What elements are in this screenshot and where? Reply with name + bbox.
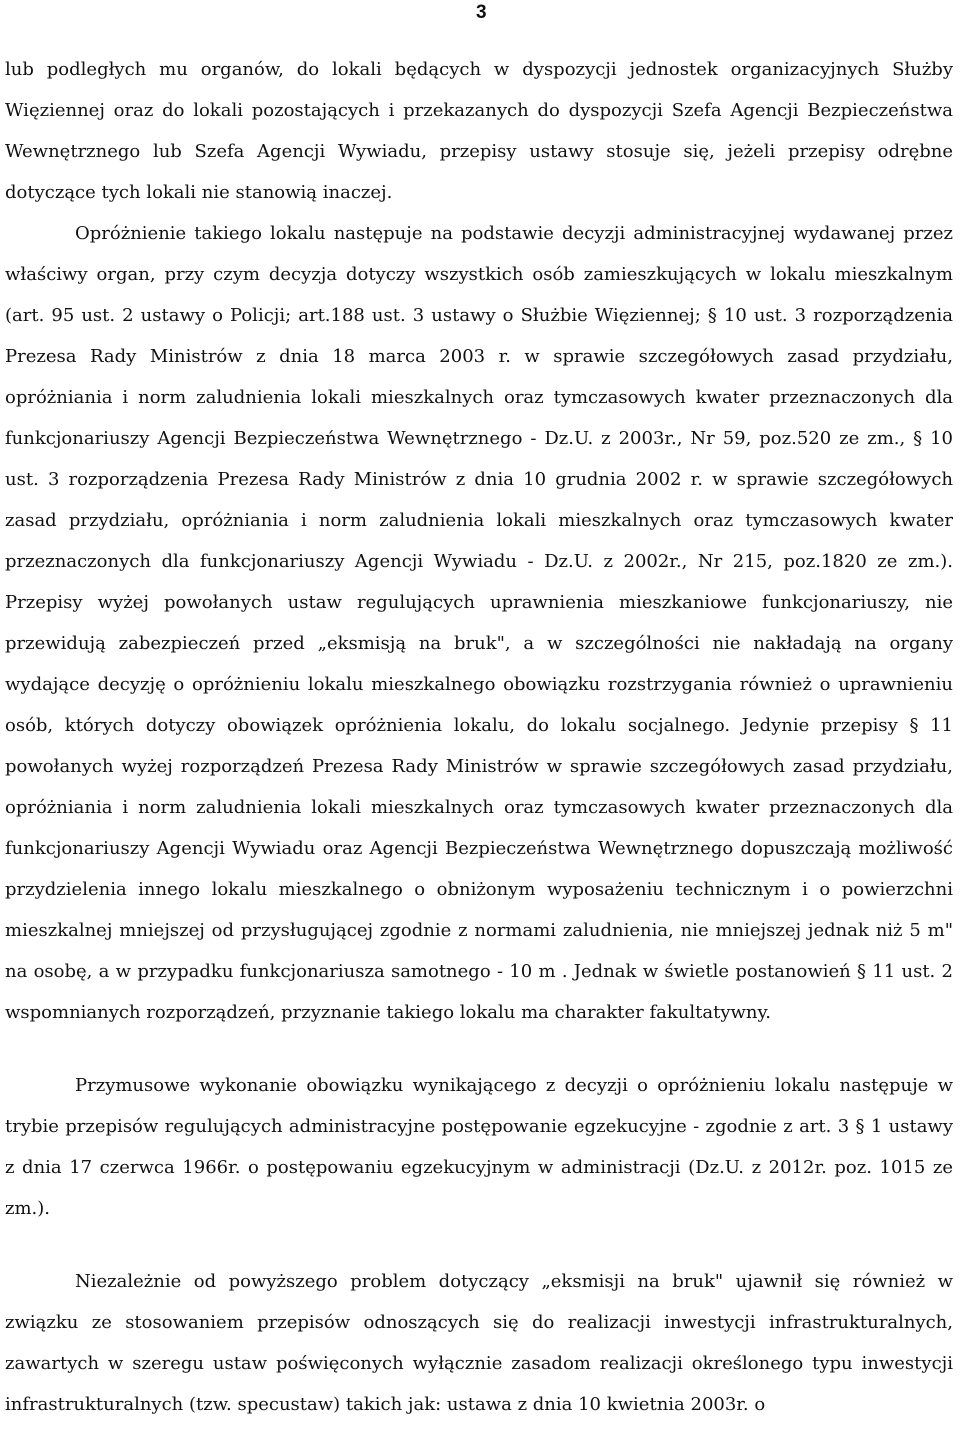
paragraph-enforcement: Przymusowe wykonanie obowiązku wynikającego z decyzji o opróżnieniu lokalu następuje w trybie przepisów regulujących administracyjne postępowanie egzekucyjne - zgodnie z art. 3 § 1 ustawy z dnia 17 czerwca 1966r. o postępowaniu egzekucyjnym w administracji (Dz.U. z 2012r. poz. 1015 ze zm.). [5, 1075, 953, 1219]
paragraph-infrastructure: Niezależnie od powyższego problem dotyczący „eksmisji na bruk" ujawnił się również w związku ze stosowaniem przepisów odnoszących się do realizacji inwestycji infrastrukturalnych, zawartych w szeregu ustaw poświęconych wyłącznie zasadom realizacji określonego typu inwestycji infrastrukturalnych (tzw. specustaw) takich jak: ustawa z dnia 10 kwietnia 2003r. o [5, 1271, 953, 1415]
page-number: 3 [476, 2, 487, 23]
paragraph-intro: lub podległych mu organów, do lokali będących w dyspozycji jednostek organizacyjnych Służby Więziennej oraz do lokali pozostających i przekazanych do dyspozycji Szefa Agencji Bezpieczeństwa Wewnętrznego lub Szefa Agencji Wywiadu, przepisy ustawy stosuje się, jeżeli przepisy odrębne dotyczące tych lokali nie stanowią inaczej. [5, 59, 953, 203]
body-text [5, 49, 953, 1425]
paragraph-decision: Opróżnienie takiego lokalu następuje na podstawie decyzji administracyjnej wydawanej przez właściwy organ, przy czym decyzja dotyczy wszystkich osób zamieszkujących w lokalu mieszkalnym (art. 95 ust. 2 ustawy o Policji; art.188 ust. 3 ustawy o Służbie Więziennej; § 10 ust. 3 rozporządzenia Prezesa Rady Ministrów z dnia 18 marca 2003 r. w sprawie szczegółowych zasad przydziału, opróżniania i norm zaludnienia lokali mieszkalnych oraz tymczasowych kwater przeznaczonych dla funkcjonariuszy Agencji Bezpieczeństwa Wewnętrznego - Dz.U. z 2003r., Nr 59, poz.520 ze zm., § 10 ust. 3 rozporządzenia Prezesa Rady Ministrów z dnia 10 grudnia 2002 r. w sprawie szczegółowych zasad przydziału, opróżniania i norm zaludnienia lokali mieszkalnych oraz tymczasowych kwater przeznaczonych dla funkcjonariuszy Agencji Wywiadu - Dz.U. z 2002r., Nr 215, poz.1820 ze zm.). Przepisy wyżej powołanych ustaw regulujących uprawnienia mieszkaniowe funkcjonariuszy, nie przewidują zabezpieczeń przed „eksmisją na bruk", a w szczególności nie nakładają na organy wydające decyzję o opróżnieniu lokalu mieszkalnego obowiązku rozstrzygania również o uprawnieniu osób, których dotyczy obowiązek opróżnienia lokalu, do lokalu socjalnego. Jedynie przepisy § 11 powołanych wyżej rozporządzeń Prezesa Rady Ministrów w sprawie szczegółowych zasad przydziału, opróżniania i norm zaludnienia lokali mieszkalnych oraz tymczasowych kwater przeznaczonych dla funkcjonariuszy Agencji Wywiadu oraz Agencji Bezpieczeństwa Wewnętrznego dopuszczają możliwość przydzielenia innego lokalu mieszkalnego o obniżonym wyposażeniu technicznym i o powierzchni mieszkalnej mniejszej od przysługującej zgodnie z normami zaludnienia, nie mniejszej jednak niż 5 m" na osobę, a w przypadku funkcjonariusza samotnego - 10 m . Jednak w świetle postanowień § 11 ust. 2 wspomnianych rozporządzeń, przyznanie takiego lokalu ma charakter fakultatywny. [5, 223, 953, 1023]
